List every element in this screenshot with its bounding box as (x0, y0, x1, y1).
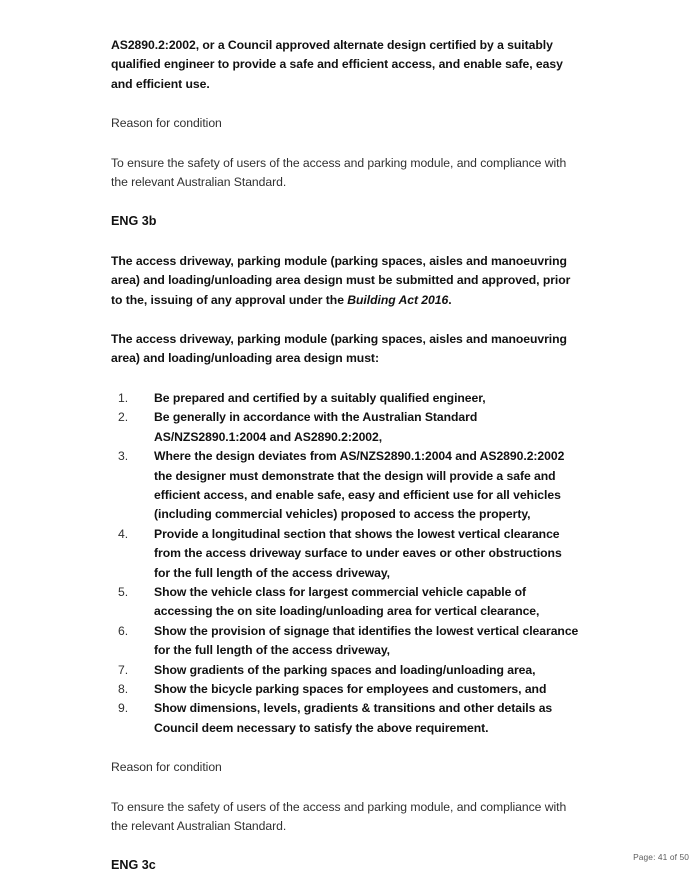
list-item-number: 9. (118, 701, 129, 716)
list-item-number: 3. (118, 449, 129, 464)
list-item (118, 583, 579, 622)
intro-paragraph: AS2890.2:2002, or a Council approved alternate design certified by a suitably qualified engineer to provide a safe and efficient access, and enable safe, easy and efficient use. (111, 38, 563, 91)
list-item (118, 525, 579, 583)
list-item (118, 622, 579, 661)
eng3b-submission-text-lead: The access driveway, parking module (parking spaces, aisles and manoeuvring area) and loading/unloading area design must be submitted and approved, prior to the, issuing of any approval under the (111, 253, 571, 307)
list-item (118, 699, 579, 738)
list-item-number: 2. (118, 410, 129, 425)
eng3b-submission-paragraph (111, 252, 579, 310)
eng3b-requirements-intro: The access driveway, parking module (parking spaces, aisles and manoeuvring area) and loading/unloading area design must: (111, 332, 567, 366)
list-item-text: Provide a longitudinal section that shows the lowest vertical clearance from the access driveway surface to under eaves or other obstructions for the full length of the access driveway, (154, 526, 562, 580)
list-item-text: Show dimensions, levels, gradients & transitions and other details as Council deem necessary to satisfy the above requirement. (154, 701, 553, 735)
list-item (118, 447, 579, 525)
list-item (118, 408, 579, 447)
list-item-text: Be generally in accordance with the Australian Standard AS/NZS2890.1:2004 and AS2890.2:2002, (154, 410, 478, 444)
heading-eng-3b: ENG 3b (111, 214, 157, 229)
list-item (118, 661, 579, 680)
page-number-footer: Page: 41 of 50 (633, 852, 689, 862)
list-item-number: 6. (118, 623, 129, 638)
list-item-number: 7. (118, 662, 129, 677)
list-item-text: Show the vehicle class for largest commercial vehicle capable of accessing the on site loading/unloading area for vertical clearance, (154, 584, 540, 619)
list-item (118, 389, 579, 408)
list-item-number: 1. (118, 390, 129, 405)
heading-eng-3c: ENG 3c (111, 858, 156, 873)
list-item-text: Where the design deviates from AS/NZS2890.1:2004 and AS2890.2:2002 the designer must demonstrate that the design will provide a safe and efficient access, and enable safe, easy and efficient use for all vehicles (including commercial vehicles) proposed to access the property, (154, 449, 565, 522)
list-item-text: Show gradients of the parking spaces and loading/unloading area, (154, 662, 536, 677)
reason-for-condition-text-2: To ensure the safety of users of the access and parking module, and compliance with the relevant Australian Standard. (111, 799, 567, 833)
list-item-number: 4. (118, 526, 129, 541)
reason-for-condition-label-2: Reason for condition (111, 760, 222, 775)
list-item (118, 680, 579, 699)
list-item-number: 8. (118, 681, 129, 696)
list-item-text: Be prepared and certified by a suitably qualified engineer, (154, 390, 486, 405)
reason-for-condition-label-1: Reason for condition (111, 116, 222, 131)
design-requirements-list (111, 389, 579, 738)
list-item-text: Show the bicycle parking spaces for employees and customers, and (154, 681, 547, 696)
building-act-citation: Building Act 2016 (347, 292, 449, 307)
document-body (111, 36, 689, 896)
eng3b-submission-text-trail: . (448, 292, 452, 307)
reason-for-condition-text-1: To ensure the safety of users of the access and parking module, and compliance with the relevant Australian Standard. (111, 155, 567, 190)
list-item-number: 5. (118, 584, 129, 599)
list-item-text: Show the provision of signage that identifies the lowest vertical clearance for the full length of the access driveway, (154, 623, 579, 658)
